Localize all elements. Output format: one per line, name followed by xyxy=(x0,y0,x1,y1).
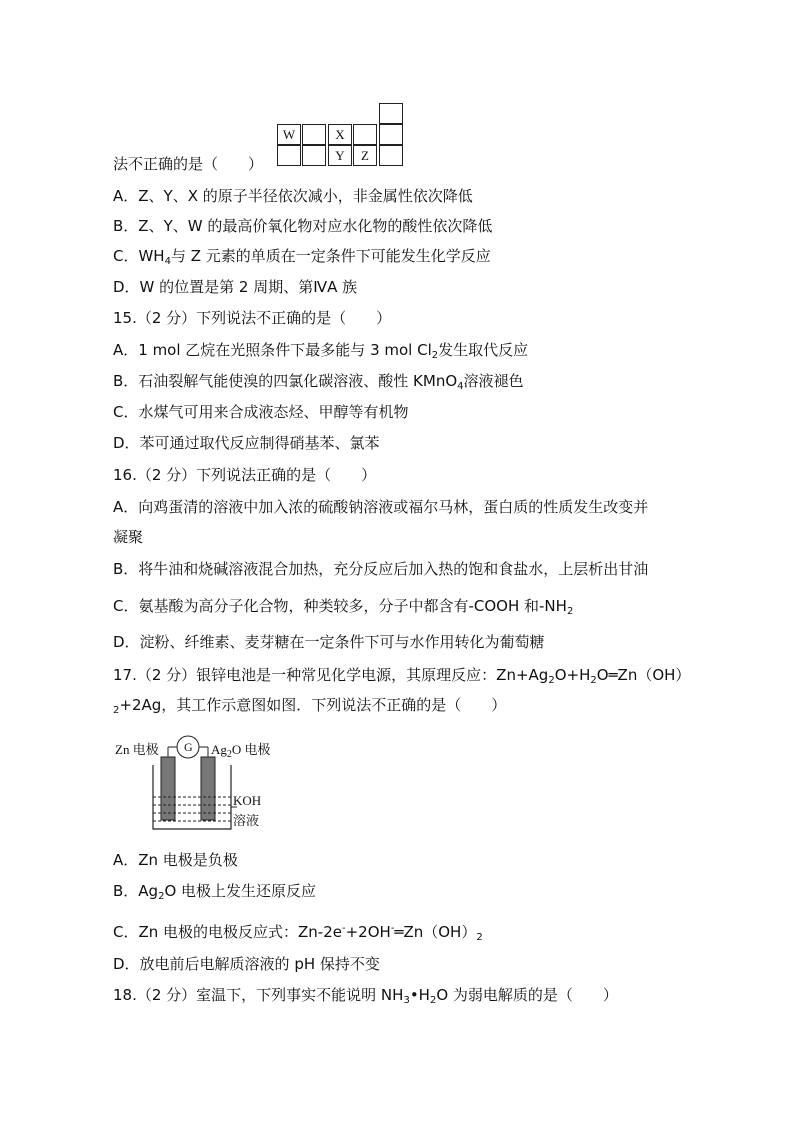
q14-option-d: D．W 的位置是第 2 周期、第ⅣA 族 xyxy=(113,278,358,296)
table-cell xyxy=(379,145,403,166)
ag2o-electrode-label: $Ag_2O$ 电极 xyxy=(211,742,271,760)
q14-option-b: B．Z、Y、W 的最高价氧化物对应水化物的酸性依次降低 xyxy=(113,217,493,235)
battery-diagram xyxy=(113,735,293,835)
table-cell-w: W xyxy=(277,124,301,145)
q15-stem: 15.（2 分）下列说法不正确的是（ ） xyxy=(113,309,392,327)
q16-option-b: B．将牛油和烧碱溶液混合加热，充分反应后加入热的饱和食盐水，上层析出甘油 xyxy=(113,560,649,578)
periodic-table-fragment xyxy=(277,103,405,167)
ag2o-electrode xyxy=(201,757,215,820)
q16-stem: 16.（2 分）下列说法正确的是（ ） xyxy=(113,466,377,484)
table-cell xyxy=(379,124,403,145)
galvanometer-label: G xyxy=(184,740,193,754)
q17-stem-line2: $_2$+2Ag，其工作示意图如图．下列说法不正确的是（ ） xyxy=(113,696,507,716)
table-cell xyxy=(277,145,301,166)
table-cell xyxy=(302,145,326,166)
q14-option-c: C．$WH_4$与 Z 元素的单质在一定条件下可能发生化学反应 xyxy=(113,247,491,267)
q17-stem-line1: 17.（2 分）银锌电池是一种常见化学电源，其原理反应：$Zn+Ag_2O+H_2O═Zn(OH)$ xyxy=(113,666,691,686)
table-cell-y: Y xyxy=(328,145,352,166)
table-cell xyxy=(302,124,326,145)
q17-option-b: B．$Ag_2O$ 电极上发生还原反应 xyxy=(113,882,317,902)
q15-option-c: C．水煤气可用来合成液态烃、甲醇等有机物 xyxy=(113,403,409,421)
table-cell-x: X xyxy=(328,124,352,145)
q14-option-a: A．Z、Y、X 的原子半径依次减小，非金属性依次降低 xyxy=(113,187,473,205)
table-cell-z: Z xyxy=(353,145,377,166)
q17-option-a: A．Zn 电极是负极 xyxy=(113,851,238,869)
zn-electrode xyxy=(161,757,175,820)
q16-option-a-line1: A．向鸡蛋清的溶液中加入浓的硫酸钠溶液或福尔马林，蛋白质的性质发生改变并 xyxy=(113,498,649,516)
zn-electrode-label: Zn 电极 xyxy=(115,742,159,757)
table-cell xyxy=(353,124,377,145)
koh-label: KOH xyxy=(233,793,262,808)
q15-option-a: A．1 mol 乙烷在光照条件下最多能与 3 mol $Cl_2$发生取代反应 xyxy=(113,341,529,361)
q16-option-a-line2: 凝聚 xyxy=(113,528,144,546)
q16-option-d: D．淀粉、纤维素、麦芽糖在一定条件下可与水作用转化为葡萄糖 xyxy=(113,633,545,651)
q18-stem: 18.（2 分）室温下，下列事实不能说明 $NH_3•H_2O$ 为弱电解质的是（ ） xyxy=(113,986,618,1006)
q17-option-c: C．Zn 电极的电极反应式：$Zn-2e^-+2OH^-═Zn(OH)_2$ xyxy=(113,923,483,943)
q17-option-d: D．放电前后电解质溶液的 pH 保持不变 xyxy=(113,955,380,973)
q14-stem-tail: 法不正确的是（ ） xyxy=(113,155,264,173)
q15-option-b: B．石油裂解气能使溴的四氯化碳溶液、酸性 KMnO$_4$溶液褪色 xyxy=(113,372,524,392)
q15-option-d: D．苯可通过取代反应制得硝基苯、氯苯 xyxy=(113,434,380,452)
table-cell xyxy=(379,103,403,124)
solution-label: 溶液 xyxy=(233,813,260,828)
q16-option-c: C．氨基酸为高分子化合物，种类较多，分子中都含有-COOH 和$-NH_2$ xyxy=(113,597,574,617)
